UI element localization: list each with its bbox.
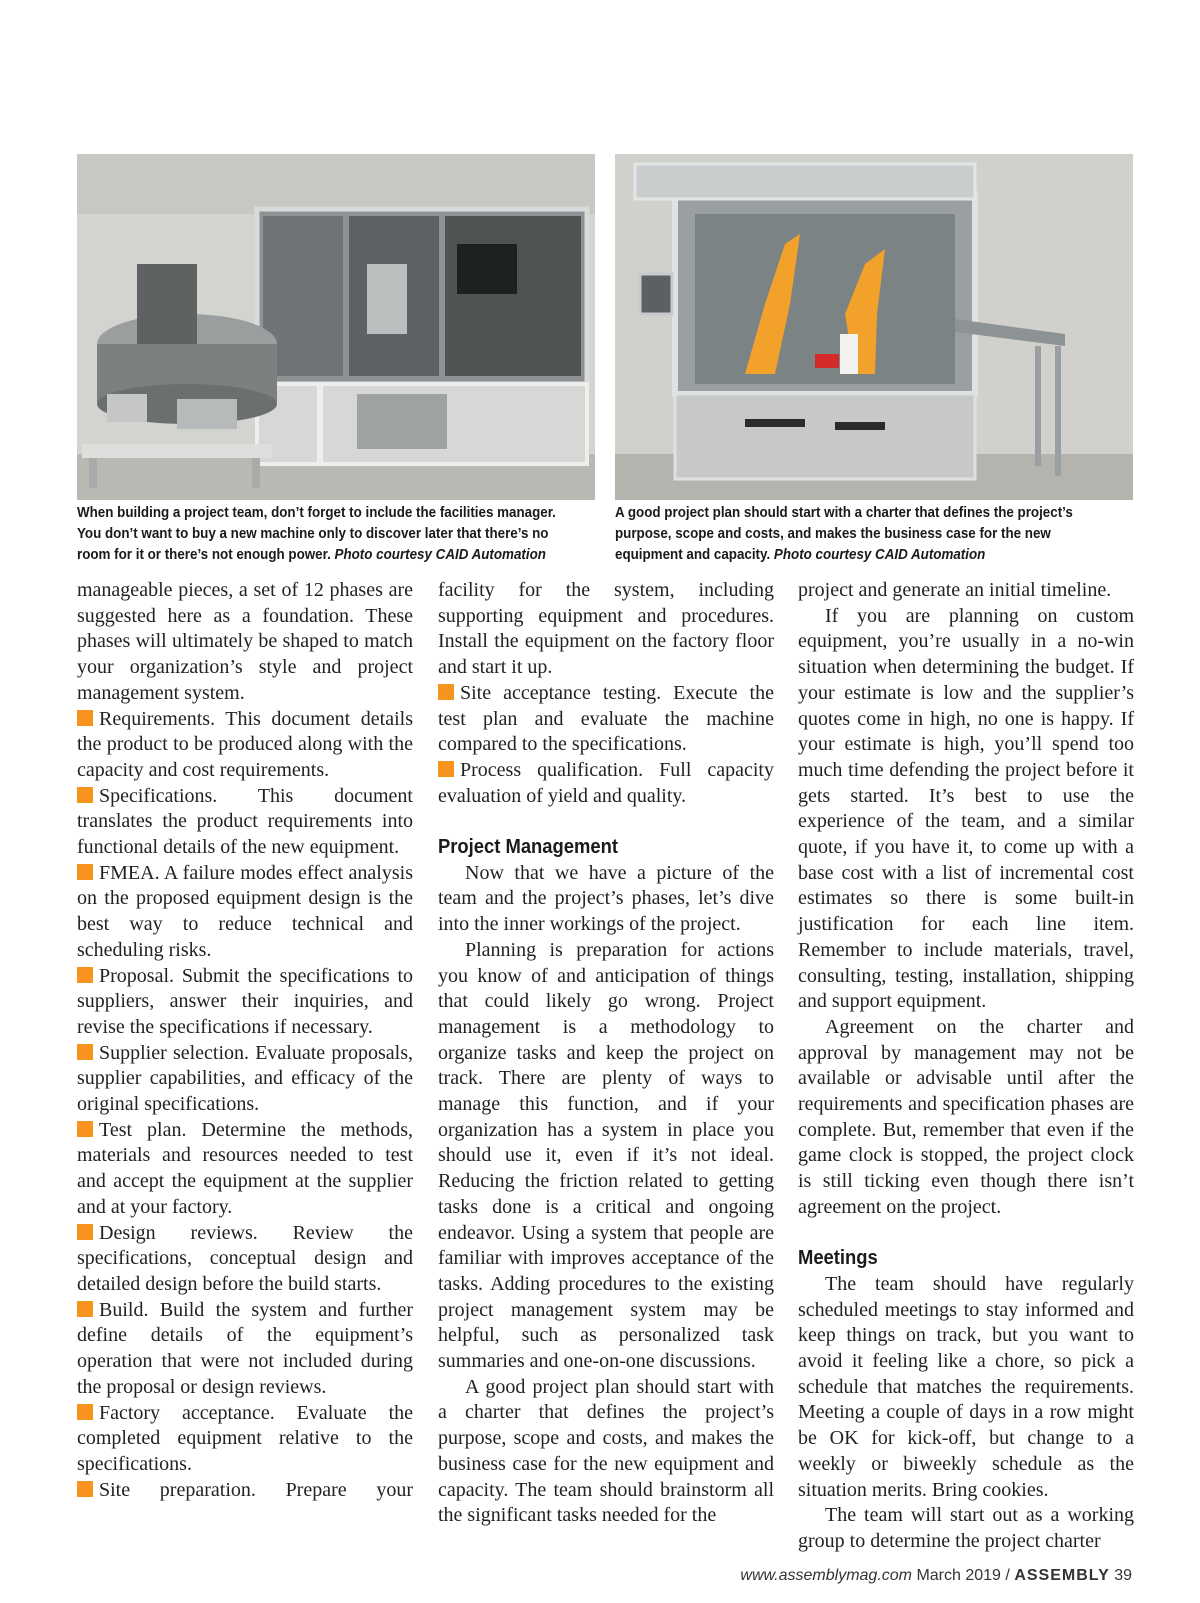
section-heading: Meetings xyxy=(798,1247,878,1270)
bullet-square-icon xyxy=(77,1224,93,1240)
footer-separator: / xyxy=(1005,1567,1010,1584)
body-paragraph: Agreement on the charter and approval by management may not be available or advisable until after the requirements and specification phases are complete. But, remember that even if the game clock is stopped, the project clock is still ticking even though there isn’t agreement on the project. xyxy=(798,1015,1134,1218)
issue-date: March 2019 xyxy=(916,1567,1001,1584)
article-column-1 xyxy=(77,578,413,1503)
body-paragraph: The team will start out as a working group to determine the project charter xyxy=(798,1504,1134,1552)
phase-item: Test plan. Determine the methods, materials and resources needed to test and accept the equipment at the supplier and at your factory. xyxy=(77,1118,413,1218)
bullet-square-icon xyxy=(77,710,93,726)
phase-item: Site acceptance testing. Execute the test plan and evaluate the machine compared to the specifications. xyxy=(438,681,774,756)
phase-item: Proposal. Submit the specifications to suppliers, answer their inquiries, and revise the specifications if necessary. xyxy=(77,964,413,1038)
phase-item: Supplier selection. Evaluate proposals, supplier capabilities, and efficacy of the original specifications. xyxy=(77,1041,413,1116)
body-paragraph: Planning is preparation for actions you know of and anticipation of things that could likely go wrong. Project management is a methodology to organize tasks and keep the project on track. There are plenty of ways to manage this function, and if your organization has a system in place you should use it, even if it’s not ideal. Reducing the friction related to getting tasks done is a critical and ongoing endeavor. Using a system that people are familiar with improves acceptance of the tasks. Adding procedures to the existing project management system may be helpful, such as personalized task summaries and one-on-one discussions. xyxy=(438,938,774,1373)
phase-item: Design reviews. Review the specifications, conceptual design and detailed design before the build starts. xyxy=(77,1221,413,1295)
body-paragraph: A good project plan should start with a charter that defines the project’s purpose, scope and costs, and makes the business case for the new equipment and capacity. The team should brainstorm all the significant tasks needed for the xyxy=(438,1375,774,1527)
article-column-2 xyxy=(438,578,774,1529)
bullet-square-icon xyxy=(77,1121,93,1137)
bullet-square-icon xyxy=(438,684,454,700)
phase-item: Process qualification. Full capacity evaluation of yield and quality. xyxy=(438,758,774,807)
caption-text: When building a project team, don’t forget to include the facilities manager. You don’t want to buy a new machine only to discover later that there’s no room for it or there’s not enough power. xyxy=(77,505,556,563)
body-paragraph: The team should have regularly scheduled meetings to stay informed and keep things on track, but you want to avoid it feeling like a chore, so pick a schedule that matches the requirements. Meeting a couple of days in a row might be OK for kick-off, but change to a weekly or biweekly schedule as the situation merits. Bring cookies. xyxy=(798,1272,1134,1501)
body-paragraph: project and generate an initial timeline. xyxy=(798,579,1112,601)
photo-caption-left xyxy=(77,503,561,566)
caption-text: A good project plan should start with a charter that defines the project’s purpose, scope and costs, and makes the business case for the new equipment and capacity. xyxy=(615,505,1073,563)
bullet-square-icon xyxy=(77,1481,93,1497)
bullet-square-icon xyxy=(77,967,93,983)
phase-item: FMEA. A failure modes effect analysis on the proposed equipment design is the best way to reduce technical and scheduling risks. xyxy=(77,861,413,961)
photo-credit: Photo courtesy CAID Automation xyxy=(334,547,546,563)
bullet-square-icon xyxy=(77,787,93,803)
body-paragraph: manageable pieces, a set of 12 phases are suggested here as a foundation. These phases will ultimately be shaped to match your organization’s style and project management system. xyxy=(77,579,413,704)
phase-item: Site preparation. Prepare your xyxy=(77,1478,413,1504)
photo-robot-cell xyxy=(615,154,1133,500)
body-paragraph: Now that we have a picture of the team and the project’s phases, let’s dive into the inner workings of the project. xyxy=(438,861,774,936)
phase-item: Build. Build the system and further define details of the equipment’s operation that were not included during the proposal or design reviews. xyxy=(77,1298,413,1398)
phase-item: Specifications. This document translates the product requirements into functional details of the new equipment. xyxy=(77,784,413,859)
phase-item: Factory acceptance. Evaluate the completed equipment relative to the specifications. xyxy=(77,1401,413,1475)
bullet-square-icon xyxy=(77,864,93,880)
phase-item: Requirements. This document details the product to be produced along with the capacity and cost requirements. xyxy=(77,707,413,781)
page-number: 39 xyxy=(1114,1567,1132,1584)
bullet-square-icon xyxy=(77,1044,93,1060)
body-paragraph: If you are planning on custom equipment, you’re usually in a no-win situation when determining the budget. If your estimate is low and the supplier’s quotes come in high, no one is happy. If your estimate is high, you’ll spend too much time defending the project before it gets started. It’s best to use the experience of the team, and a similar quote, if you have it, to come up with a base cost with a list of incremental cost estimates so there is some built-in justification for each line item. Remember to include materials, travel, consulting, testing, installation, shipping and support equipment. xyxy=(798,604,1134,1013)
body-paragraph: facility for the system, including supporting equipment and procedures. Install the equipment on the factory floor and start it up. xyxy=(438,579,774,679)
bullet-square-icon xyxy=(77,1301,93,1317)
magazine-url[interactable]: www.assemblymag.com xyxy=(740,1567,912,1584)
photo-credit: Photo courtesy CAID Automation xyxy=(773,547,986,563)
bullet-square-icon xyxy=(438,761,454,777)
bullet-square-icon xyxy=(77,1404,93,1420)
article-column-3 xyxy=(798,578,1134,1555)
page-footer xyxy=(740,1567,1132,1585)
photo-assembly-machine xyxy=(77,154,595,500)
section-heading: Project Management xyxy=(438,836,618,859)
magazine-name: ASSEMBLY xyxy=(1014,1567,1110,1584)
photo-caption-right xyxy=(615,503,1099,566)
